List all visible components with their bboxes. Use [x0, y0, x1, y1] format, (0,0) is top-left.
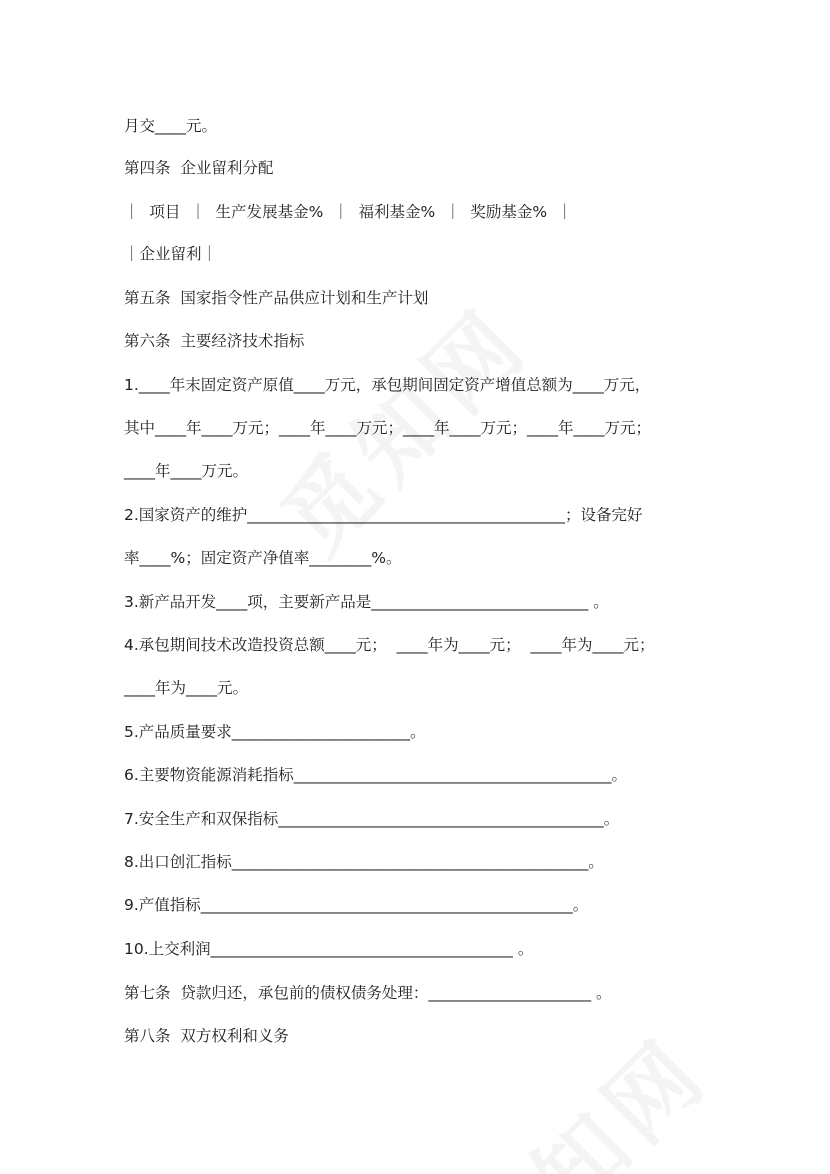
article-8-heading: 第八条 双方权利和义务	[124, 1027, 289, 1045]
text-line-monthly-payment: 月交____元。	[124, 117, 218, 135]
indicator-7: 7.安全生产和双保指标__________________________________________。	[124, 810, 620, 828]
indicator-4-line-1: 4.承包期间技术改造投资总额____元； ____年为____元； ____年为____元；	[124, 636, 655, 654]
indicator-2-line-1: 2.国家资产的维护_________________________________________；设备完好	[124, 506, 643, 524]
indicator-1-line-1: 1.____年末固定资产原值____万元，承包期间固定资产增值总额为____万元，	[124, 376, 651, 394]
article-4-heading: 第四条 企业留利分配	[124, 159, 274, 177]
indicator-1-line-3: ____年____万元。	[124, 462, 249, 480]
article-6-heading: 第六条 主要经济技术指标	[124, 332, 305, 350]
indicator-9: 9.产值指标________________________________________________。	[124, 896, 589, 914]
indicator-3: 3.新产品开发____项，主要新产品是____________________________ 。	[124, 593, 609, 611]
indicator-2-line-2: 率____%；固定资产净值率________%。	[124, 549, 402, 567]
indicator-5: 5.产品质量要求_______________________。	[124, 723, 426, 741]
article-5-heading: 第五条 国家指令性产品供应计划和生产计划	[124, 289, 429, 307]
article-7-heading: 第七条 贷款归还，承包前的债权债务处理：_____________________ 。	[124, 984, 612, 1002]
indicator-8: 8.出口创汇指标______________________________________________。	[124, 853, 604, 871]
indicator-10: 10.上交利润_______________________________________ 。	[124, 940, 534, 958]
retained-profit-table-header: ｜ 项目 ｜ 生产发展基金% ｜ 福利基金% ｜ 奖励基金% ｜	[124, 203, 573, 221]
indicator-1-line-2: 其中____年____万元；____年____万元；____年____万元；____年____万元；	[124, 419, 652, 437]
retained-profit-table-row: ｜企业留利｜	[124, 245, 218, 263]
indicator-6: 6.主要物资能源消耗指标_________________________________________。	[124, 766, 628, 784]
indicator-4-line-2: ____年为____元。	[124, 679, 249, 697]
watermark	[428, 1003, 732, 1174]
